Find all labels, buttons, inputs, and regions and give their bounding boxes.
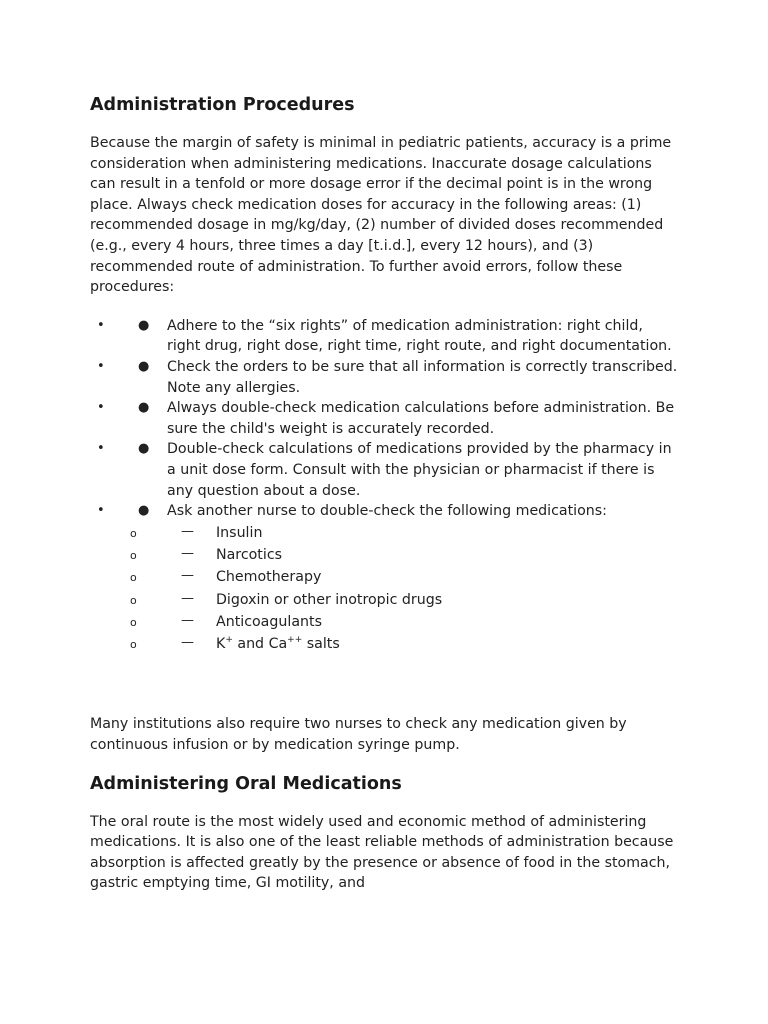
oral-route-paragraph: The oral route is the most widely used and economic method of administering medications. It is also one of the least reliable methods of administration because absorption is affected greatly by the presence or absence of food in the stomach, gastric emptying time, GI motility, and [90,813,674,892]
dash-bullet: — [181,545,194,561]
sub-bullet: o [130,615,137,629]
sublist-item-text: Insulin [216,524,263,541]
heading-administering-oral-medications: Administering Oral Medications [90,773,402,794]
inner-bullet: ● [138,358,150,374]
sub-bullet: o [130,526,137,540]
procedures-list [90,316,680,656]
dash-bullet: — [181,568,194,584]
list-item [90,357,680,398]
sublist-item [90,566,680,588]
heading-administration-procedures: Administration Procedures [90,95,355,115]
medications-sublist [90,522,680,656]
sublist-item-text: Narcotics [216,546,283,563]
dash-bullet: — [181,590,194,606]
outer-bullet: • [97,400,105,416]
list-item-text: Adhere to the “six rights” of medication administration: right child, right drug, right dose, right time, right route, and right documentation. [167,317,672,355]
sublist-item [90,589,680,611]
list-item-text: Always double-check medication calculations before administration. Be sure the child's weight is accurately recorded. [167,400,675,437]
sub-bullet: o [130,571,137,585]
sublist-item-text: Digoxin or other inotropic drugs [216,591,443,608]
outer-bullet: • [97,503,105,519]
outer-bullet: • [97,317,105,333]
sub-bullet: o [130,548,137,562]
list-item [90,316,680,357]
dash-bullet: — [181,635,194,651]
sublist-item-text: Anticoagulants [216,613,322,630]
inner-bullet: ● [138,400,150,416]
intro-paragraph: Because the margin of safety is minimal in pediatric patients, accuracy is a prime consideration when administering medications. Inaccurate dosage calculations can result in a tenfold or more dosage error if the decimal point is in the wrong place. Always check medication doses for accuracy in the following areas: (1) recommended dosage in mg/kg/day, (2) number of divided doses recommended (e.g., every 4 hours, three times a day [t.i.d.], every 12 hours), and (3) recommended route of administration. To further avoid errors, follow these procedures: [90,135,672,296]
outer-bullet: • [97,358,105,374]
list-item-text: Double-check calculations of medications provided by the pharmacy in a unit dose form. Consult with the physician or pharmacist if there is any question about a dose. [167,441,672,499]
sublist-item [90,522,680,544]
list-item [90,501,680,655]
sub-bullet: o [130,638,137,652]
list-item [90,439,680,501]
sub-bullet: o [130,593,137,607]
sublist-item [90,611,680,633]
list-item [90,398,680,439]
inner-bullet: ● [138,317,150,333]
sublist-item-text: Chemotherapy [216,569,322,586]
dash-bullet: — [181,612,194,628]
institutions-paragraph: Many institutions also require two nurses to check any medication given by continuous infusion or by medication syringe pump. [90,716,627,754]
sublist-item [90,633,680,655]
inner-bullet: ● [138,441,150,457]
sublist-item [90,544,680,566]
outer-bullet: • [97,441,105,457]
dash-bullet: — [181,523,194,539]
list-item-text: Check the orders to be sure that all information is correctly transcribed. Note any allergies. [167,358,678,396]
sublist-item-text: K+ and Ca++ salts [216,635,340,653]
document-content [90,93,680,894]
inner-bullet: ● [138,503,150,519]
list-item-text: Ask another nurse to double-check the following medications: [167,503,607,520]
